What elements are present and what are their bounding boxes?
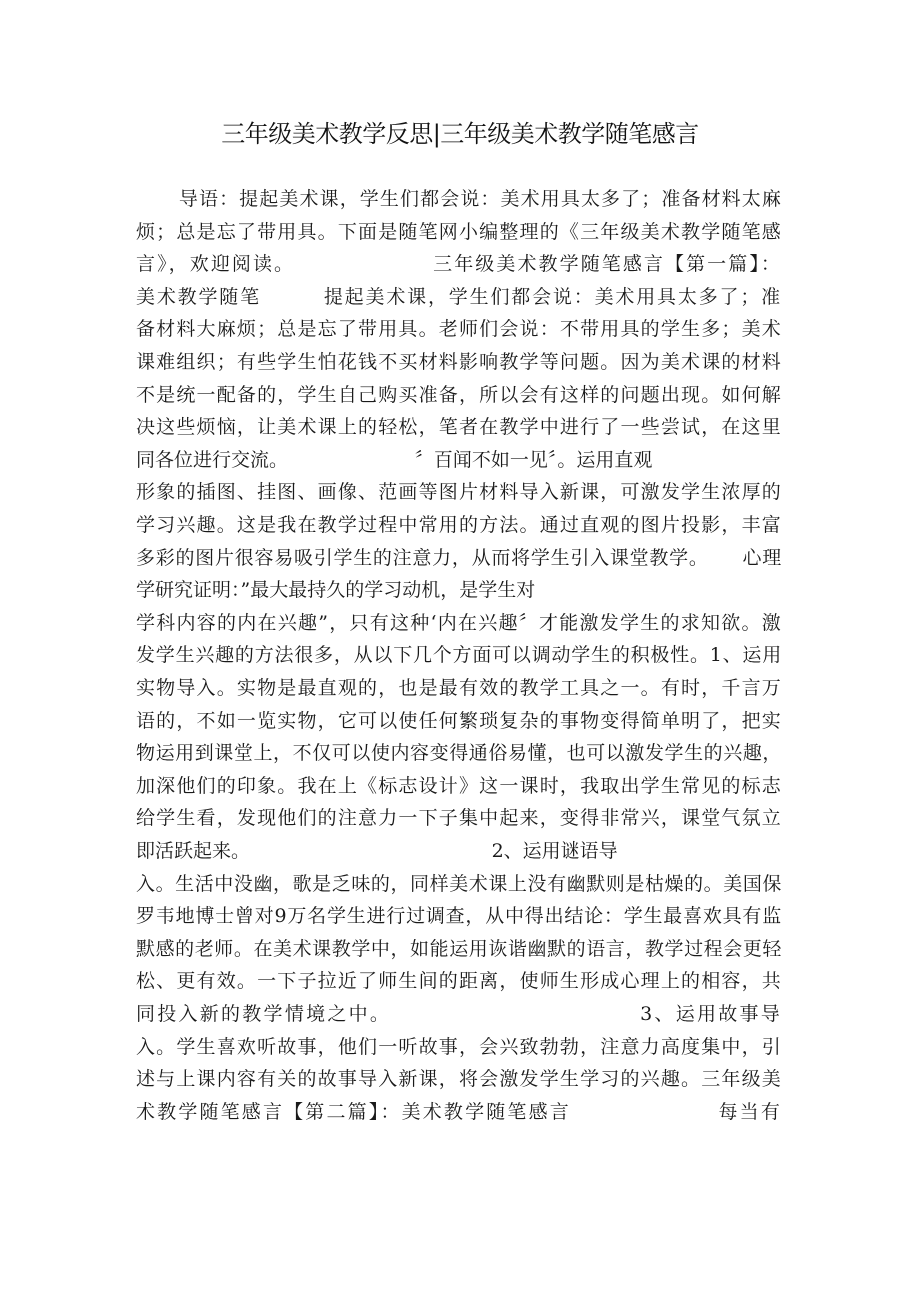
body-line: 烦；总是忘了带用具。下面是随笔网小编整理的《三年级美术教学随笔感 [136,220,782,243]
body-line: 述与上课内容有关的故事导入新课，将会激发学生学习的兴趣。三年级美 [136,1068,782,1091]
body-line: 学习兴趣。这是我在教学过程中常用的方法。通过直观的图片投影，丰富 [136,514,782,536]
body-line: 课难组织；有些学生怕花钱不买材料影响教学等问题。因为美术课的材料 [136,351,782,373]
body-line: 实物导入。实物是最直观的，也是最有效的教学工具之一。有时，千言万 [136,677,782,699]
body-line: 即活跃起来。 2、运用谜语导 [136,840,618,862]
body-line: 形象的插图、挂图、画像、范画等图片材料导入新课，可激发学生浓厚的 [136,481,782,504]
body-line: 导语：提起美术课，学生们都会说：美术用具太多了；准备材料太麻 [136,188,782,210]
body-line: 物运用到课堂上，不仅可以使内容变得通俗易懂，也可以激发学生的兴趣， [136,742,782,765]
body-line: 学科内容的内在兴趣”，只有这种‘内在兴趣〞才能激发学生的求知欲。激 [136,611,782,634]
body-line: 术教学随笔感言【第二篇】：美术教学随笔感言 每当有 [136,1100,782,1123]
body-line: 决这些烦恼，让美术课上的轻松，笔者在教学中进行了一些尝试，在这里 [136,416,782,439]
body-line: 入。生活中没幽，歌是乏味的，同样美术课上没有幽默则是枯燥的。美国保 [136,872,782,895]
body-line: 美术教学随笔 提起美术课，学生们都会说：美术用具太多了；准 [136,285,782,308]
body-line: 言》，欢迎阅读。 三年级美术教学随笔感言【第一篇】： [136,253,782,276]
body-line: 备材料大麻烦；总是忘了带用具。老师们会说：不带用具的学生多；美术 [136,318,782,341]
body-line: 入。学生喜欢听故事，他们一听故事，会兴致勃勃，注意力高度集中，引 [136,1035,782,1058]
body-line: 松、更有效。一下子拉近了师生间的距离，使师生形成心理上的相容，共 [136,970,782,993]
body-line: 同投入新的教学情境之中。 3、运用故事导 [136,1003,782,1025]
body-line: 罗韦地博士曾对9万名学生进行过调查，从中得出结论：学生最喜欢具有监 [136,905,782,928]
body-line: 语的，不如一览实物，它可以使任何繁琐复杂的事物变得简单明了，把实 [136,709,782,732]
body-line: 学研究证明：”最大最持久的学习动机，是学生对 [136,579,536,602]
body-line: 不是统一配备的，学生自己购买准备，所以会有这样的问题出现。如何解 [136,383,782,406]
body-line: 多彩的图片很容易吸引学生的注意力，从而将学生引入课堂教学。 心理 [136,546,782,569]
body-line: 给学生看，发现他们的注意力一下子集中起来，变得非常兴，课堂气氛立 [136,807,782,830]
body-line: 加深他们的印象。我在上《标志设计》这一课时，我取出学生常见的标志 [136,774,782,797]
body-line: 同各位进行交流。 〞百闻不如一见〞。运用直观 [136,448,653,471]
document-title: 三年级美术教学反思|三年级美术教学随笔感言 [221,120,699,148]
body-line: 发学生兴趣的方法很多，从以下几个方面可以调动学生的积极性。1、运用 [136,644,782,667]
body-line: 默感的老师。在美术课教学中，如能运用诙谐幽默的语言，教学过程会更轻 [136,937,782,960]
